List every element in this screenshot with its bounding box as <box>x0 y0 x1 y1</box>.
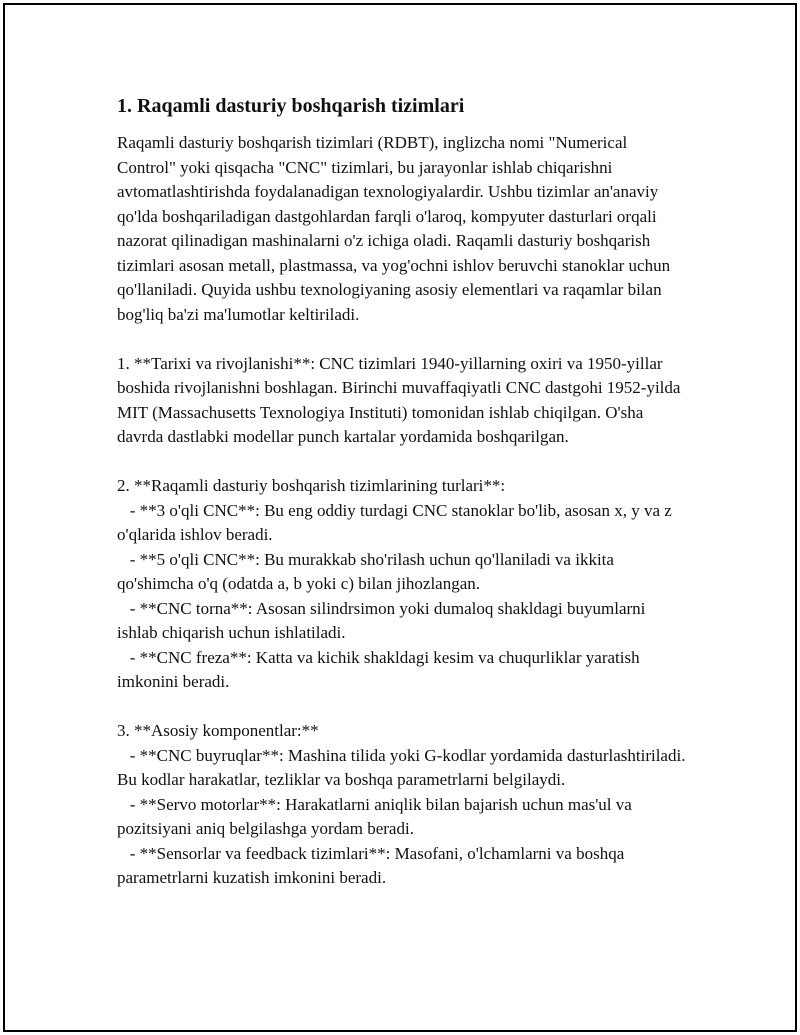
section-types-heading: 2. **Raqamli dasturiy boshqarish tizimlarining turlari**: <box>117 476 506 495</box>
list-item-text: - **Servo motorlar**: Harakatlarni aniqlik bilan bajarish uchun mas'ul va pozitsiyani aniq belgilashga yordam beradi. <box>117 794 632 838</box>
page-title: 1. Raqamli dasturiy boshqarish tizimlari <box>117 95 465 117</box>
list-item <box>117 744 687 793</box>
list-item-text: - **5 o'qli CNC**: Bu murakkab sho'rilash uchun qo'llaniladi va ikkita qo'shimcha o'q (odatda a, b yoki c) bilan jihozlangan. <box>117 549 614 593</box>
section-components <box>117 719 687 891</box>
list-item-text: - **CNC freza**: Katta va kichik shakldagi kesim va chuqurliklar yaratish imkonini beradi. <box>117 647 640 691</box>
list-item <box>117 646 687 695</box>
intro-paragraph: Raqamli dasturiy boshqarish tizimlari (RDBT), inglizcha nomi "Numerical Control" yoki qisqacha "CNC" tizimlari, bu jarayonlar ishlab chiqarishni avtomatlashtirishda foydalanadigan texnologiyalardir. Ushbu tizimlar an'anaviy qo'lda boshqariladigan dastgohlardan farqli o'laroq, kompyuter dasturlari orqali nazorat qilinadigan mashinalarni o'z ichiga oladi. Raqamli dasturiy boshqarish tizimlari asosan metall, plastmassa, va yog'ochni ishlov beruvchi stanoklar uchun qo'llaniladi. Quyida ushbu texnologiyaning asosiy elementlari va raqamlar bilan bog'liq ba'zi ma'lumotlar keltiriladi. <box>117 133 671 324</box>
section-types <box>117 474 687 695</box>
list-item-text: - **CNC buyruqlar**: Mashina tilida yoki G-kodlar yordamida dasturlashtiriladi. Bu kodlar harakatlar, tezliklar va boshqa parametrlarni belgilaydi. <box>117 745 686 789</box>
list-item-text: - **3 o'qli CNC**: Bu eng oddiy turdagi CNC stanoklar bo'lib, asosan x, y va z o'qlarida ishlov beradi. <box>117 500 672 544</box>
list-item <box>117 499 687 548</box>
list-item <box>117 842 687 891</box>
list-item <box>117 793 687 842</box>
list-item-text: - **Sensorlar va feedback tizimlari**: Masofani, o'lchamlarni va boshqa parametrlarni kuzatish imkonini beradi. <box>117 843 625 887</box>
list-item-text: - **CNC torna**: Asosan silindrsimon yoki dumaloq shakldagi buyumlarni ishlab chiqarish uchun ishlatiladi. <box>117 598 646 642</box>
list-item <box>117 548 687 597</box>
section-history: 1. **Tarixi va rivojlanishi**: CNC tizimlari 1940-yillarning oxiri va 1950-yillar boshida rivojlanishni boshlagan. Birinchi muvaffaqiyatli CNC dastgohi 1952-yilda MIT (Massachusetts Texnologiya Instituti) tomonidan ishlab chiqilgan. O'sha davrda dastlabki modellar punch kartalar yordamida boshqarilgan. <box>117 353 681 446</box>
list-item <box>117 597 687 646</box>
document-body <box>117 94 687 891</box>
section-components-heading: 3. **Asosiy komponentlar:** <box>117 721 319 740</box>
